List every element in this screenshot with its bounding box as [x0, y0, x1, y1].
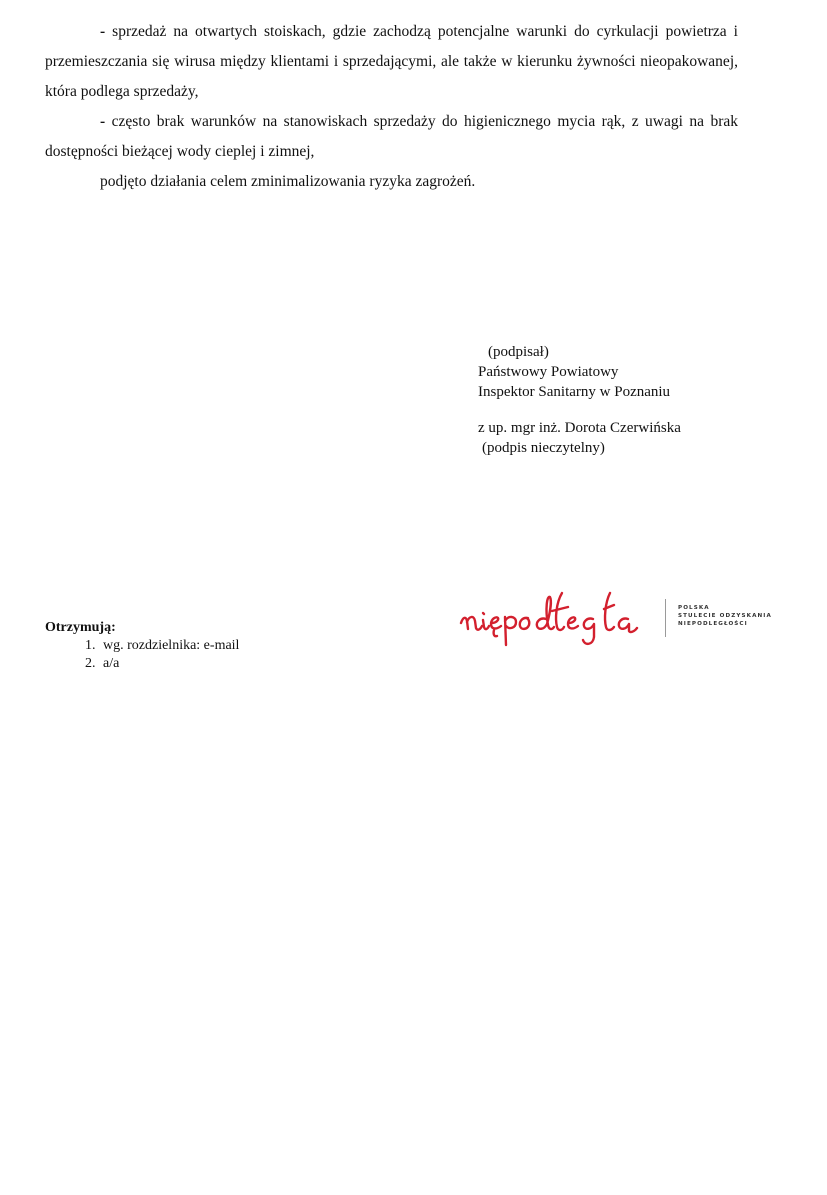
paragraph-open-stalls — [45, 17, 738, 107]
recipients-list — [45, 637, 239, 673]
niepodlegla-wordmark-icon — [456, 585, 661, 650]
signatory-title-line2: Inspektor Sanitarny w Poznaniu — [478, 384, 671, 400]
body-text — [45, 17, 738, 197]
logo-caption-line2: STULECIE ODZYSKANIA — [678, 613, 772, 619]
logo-caption-line1: POLSKA — [678, 605, 710, 611]
on-behalf-line: z up. mgr inż. Dorota Czerwińska — [478, 420, 681, 436]
paragraph-handwashing — [45, 107, 738, 167]
logo-divider — [665, 599, 666, 637]
list-item: 1. wg. rozdzielnika: e-mail — [99, 637, 239, 655]
recipients-section — [45, 619, 239, 673]
illegible-signature-note: (podpis nieczytelny) — [482, 440, 605, 456]
bullet-dash: - — [100, 113, 106, 130]
recipients-title: Otrzymują: — [45, 620, 116, 635]
logo-caption — [678, 604, 772, 628]
niepodlegla-logo — [456, 585, 786, 650]
paragraph-text: często brak warunków na stanowiskach sprzedaży do higienicznego mycia rąk, z uwagi na brak dostępności bieżącej wody cieplej i zimnej, — [45, 113, 738, 160]
signed-note: (podpisał) — [488, 344, 549, 360]
signature-block — [478, 342, 681, 458]
list-item: 2. a/a — [99, 655, 239, 673]
paragraph-conclusion: podjęto działania celem zminimalizowania ryzyka zagrożeń. — [100, 173, 476, 190]
signatory-title-line1: Państwowy Powiatowy — [478, 364, 619, 380]
paragraph-text: sprzedaż na otwartych stoiskach, gdzie zachodzą potencjalne warunki do cyrkulacji powietrza i przemieszczania się wirusa między klientami i sprzedającymi, ale także w kierunku żywności nieopakowanej, która podlega sprzedaży, — [45, 23, 738, 100]
bullet-dash: - — [100, 23, 106, 40]
logo-caption-line3: NIEPODLEGŁOŚCI — [678, 621, 748, 627]
